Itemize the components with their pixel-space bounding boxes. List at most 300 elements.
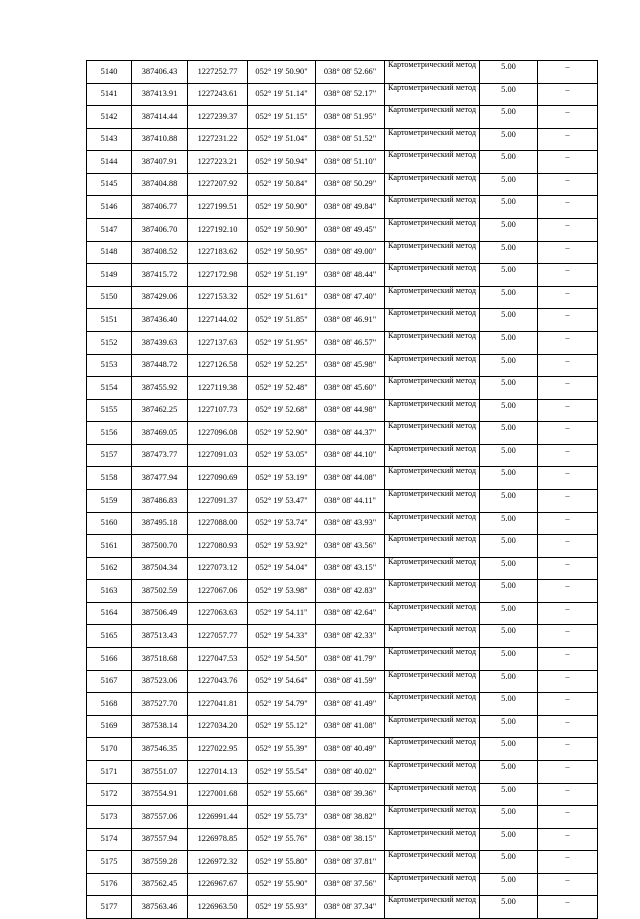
latitude-cell: 052° 19' 54.64"	[248, 670, 316, 693]
note-cell: –	[538, 151, 598, 174]
accuracy-cell: 5.00	[480, 241, 538, 264]
y-coordinate-cell: 1227239.37	[188, 106, 248, 129]
determination-method-cell: Картометрический метод	[385, 399, 480, 422]
determination-method-cell: Картометрический метод	[385, 264, 480, 287]
table-row	[87, 196, 598, 219]
y-coordinate-cell: 1227153.32	[188, 286, 248, 309]
y-coordinate-cell: 1227096.08	[188, 422, 248, 445]
y-coordinate-cell: 1226978.85	[188, 828, 248, 851]
table-row	[87, 760, 598, 783]
longitude-cell: 038° 08' 50.29"	[316, 173, 385, 196]
x-coordinate-cell: 387404.88	[132, 173, 188, 196]
note-cell: –	[538, 783, 598, 806]
coordinates-table	[86, 60, 598, 919]
y-coordinate-cell: 1227014.13	[188, 760, 248, 783]
point-number-cell: 5140	[87, 61, 132, 84]
x-coordinate-cell: 387546.35	[132, 738, 188, 761]
note-cell: –	[538, 670, 598, 693]
x-coordinate-cell: 387406.43	[132, 61, 188, 84]
table-row	[87, 693, 598, 716]
accuracy-cell: 5.00	[480, 128, 538, 151]
note-cell: –	[538, 738, 598, 761]
accuracy-cell: 5.00	[480, 399, 538, 422]
point-number-cell: 5176	[87, 873, 132, 896]
point-number-cell: 5151	[87, 309, 132, 332]
determination-method-cell: Картометрический метод	[385, 580, 480, 603]
longitude-cell: 038° 08' 38.82"	[316, 806, 385, 829]
longitude-cell: 038° 08' 43.93"	[316, 512, 385, 535]
latitude-cell: 052° 19' 55.54"	[248, 760, 316, 783]
table-row	[87, 783, 598, 806]
determination-method-cell: Картометрический метод	[385, 828, 480, 851]
x-coordinate-cell: 387554.91	[132, 783, 188, 806]
latitude-cell: 052° 19' 53.47"	[248, 489, 316, 512]
point-number-cell: 5159	[87, 489, 132, 512]
table-row	[87, 422, 598, 445]
accuracy-cell: 5.00	[480, 444, 538, 467]
note-cell: –	[538, 173, 598, 196]
y-coordinate-cell: 1227223.21	[188, 151, 248, 174]
point-number-cell: 5144	[87, 151, 132, 174]
accuracy-cell: 5.00	[480, 173, 538, 196]
latitude-cell: 052° 19' 53.19"	[248, 467, 316, 490]
y-coordinate-cell: 1227043.76	[188, 670, 248, 693]
accuracy-cell: 5.00	[480, 851, 538, 874]
x-coordinate-cell: 387518.68	[132, 648, 188, 671]
y-coordinate-cell: 1227063.63	[188, 602, 248, 625]
x-coordinate-cell: 387408.52	[132, 241, 188, 264]
y-coordinate-cell: 1227144.02	[188, 309, 248, 332]
x-coordinate-cell: 387462.25	[132, 399, 188, 422]
table-row	[87, 354, 598, 377]
table-row	[87, 512, 598, 535]
y-coordinate-cell: 1227119.38	[188, 377, 248, 400]
note-cell: –	[538, 806, 598, 829]
latitude-cell: 052° 19' 52.68"	[248, 399, 316, 422]
note-cell: –	[538, 377, 598, 400]
accuracy-cell: 5.00	[480, 331, 538, 354]
determination-method-cell: Картометрический метод	[385, 354, 480, 377]
point-number-cell: 5175	[87, 851, 132, 874]
table-row	[87, 670, 598, 693]
point-number-cell: 5171	[87, 760, 132, 783]
accuracy-cell: 5.00	[480, 602, 538, 625]
latitude-cell: 052° 19' 50.94"	[248, 151, 316, 174]
x-coordinate-cell: 387429.06	[132, 286, 188, 309]
accuracy-cell: 5.00	[480, 196, 538, 219]
note-cell: –	[538, 83, 598, 106]
note-cell: –	[538, 896, 598, 919]
latitude-cell: 052° 19' 50.95"	[248, 241, 316, 264]
table-row	[87, 151, 598, 174]
table-row	[87, 625, 598, 648]
note-cell: –	[538, 828, 598, 851]
longitude-cell: 038° 08' 44.11"	[316, 489, 385, 512]
y-coordinate-cell: 1227080.93	[188, 535, 248, 558]
point-number-cell: 5146	[87, 196, 132, 219]
latitude-cell: 052° 19' 51.15"	[248, 106, 316, 129]
point-number-cell: 5168	[87, 693, 132, 716]
latitude-cell: 052° 19' 55.80"	[248, 851, 316, 874]
accuracy-cell: 5.00	[480, 489, 538, 512]
x-coordinate-cell: 387495.18	[132, 512, 188, 535]
longitude-cell: 038° 08' 44.37"	[316, 422, 385, 445]
latitude-cell: 052° 19' 55.90"	[248, 873, 316, 896]
latitude-cell: 052° 19' 52.48"	[248, 377, 316, 400]
table-row	[87, 715, 598, 738]
point-number-cell: 5143	[87, 128, 132, 151]
longitude-cell: 038° 08' 37.56"	[316, 873, 385, 896]
accuracy-cell: 5.00	[480, 715, 538, 738]
longitude-cell: 038° 08' 49.84"	[316, 196, 385, 219]
determination-method-cell: Картометрический метод	[385, 693, 480, 716]
determination-method-cell: Картометрический метод	[385, 309, 480, 332]
note-cell: –	[538, 602, 598, 625]
accuracy-cell: 5.00	[480, 873, 538, 896]
latitude-cell: 052° 19' 51.04"	[248, 128, 316, 151]
note-cell: –	[538, 715, 598, 738]
x-coordinate-cell: 387506.49	[132, 602, 188, 625]
y-coordinate-cell: 1227057.77	[188, 625, 248, 648]
y-coordinate-cell: 1227172.98	[188, 264, 248, 287]
latitude-cell: 052° 19' 55.39"	[248, 738, 316, 761]
y-coordinate-cell: 1227231.22	[188, 128, 248, 151]
longitude-cell: 038° 08' 42.33"	[316, 625, 385, 648]
y-coordinate-cell: 1227252.77	[188, 61, 248, 84]
accuracy-cell: 5.00	[480, 760, 538, 783]
note-cell: –	[538, 106, 598, 129]
determination-method-cell: Картометрический метод	[385, 196, 480, 219]
y-coordinate-cell: 1226991.44	[188, 806, 248, 829]
y-coordinate-cell: 1227199.51	[188, 196, 248, 219]
longitude-cell: 038° 08' 39.36"	[316, 783, 385, 806]
accuracy-cell: 5.00	[480, 512, 538, 535]
y-coordinate-cell: 1227034.20	[188, 715, 248, 738]
determination-method-cell: Картометрический метод	[385, 806, 480, 829]
table-row	[87, 489, 598, 512]
latitude-cell: 052° 19' 52.90"	[248, 422, 316, 445]
y-coordinate-cell: 1227041.81	[188, 693, 248, 716]
latitude-cell: 052° 19' 53.74"	[248, 512, 316, 535]
determination-method-cell: Картометрический метод	[385, 467, 480, 490]
determination-method-cell: Картометрический метод	[385, 851, 480, 874]
point-number-cell: 5158	[87, 467, 132, 490]
point-number-cell: 5152	[87, 331, 132, 354]
y-coordinate-cell: 1226967.67	[188, 873, 248, 896]
point-number-cell: 5147	[87, 219, 132, 242]
x-coordinate-cell: 387439.63	[132, 331, 188, 354]
longitude-cell: 038° 08' 40.49"	[316, 738, 385, 761]
point-number-cell: 5150	[87, 286, 132, 309]
note-cell: –	[538, 625, 598, 648]
point-number-cell: 5148	[87, 241, 132, 264]
latitude-cell: 052° 19' 54.11"	[248, 602, 316, 625]
table-row	[87, 128, 598, 151]
point-number-cell: 5160	[87, 512, 132, 535]
table-row	[87, 806, 598, 829]
latitude-cell: 052° 19' 51.85"	[248, 309, 316, 332]
point-number-cell: 5174	[87, 828, 132, 851]
note-cell: –	[538, 61, 598, 84]
point-number-cell: 5164	[87, 602, 132, 625]
longitude-cell: 038° 08' 46.57"	[316, 331, 385, 354]
determination-method-cell: Картометрический метод	[385, 896, 480, 919]
table-row	[87, 83, 598, 106]
longitude-cell: 038° 08' 49.00"	[316, 241, 385, 264]
accuracy-cell: 5.00	[480, 422, 538, 445]
longitude-cell: 038° 08' 51.95"	[316, 106, 385, 129]
y-coordinate-cell: 1226963.50	[188, 896, 248, 919]
determination-method-cell: Картометрический метод	[385, 602, 480, 625]
x-coordinate-cell: 387406.70	[132, 219, 188, 242]
table-row	[87, 896, 598, 919]
x-coordinate-cell: 387502.59	[132, 580, 188, 603]
note-cell: –	[538, 693, 598, 716]
point-number-cell: 5161	[87, 535, 132, 558]
point-number-cell: 5162	[87, 557, 132, 580]
determination-method-cell: Картометрический метод	[385, 106, 480, 129]
accuracy-cell: 5.00	[480, 557, 538, 580]
latitude-cell: 052° 19' 51.95"	[248, 331, 316, 354]
table-row	[87, 851, 598, 874]
table-body	[87, 61, 598, 919]
y-coordinate-cell: 1227073.12	[188, 557, 248, 580]
note-cell: –	[538, 535, 598, 558]
accuracy-cell: 5.00	[480, 309, 538, 332]
longitude-cell: 038° 08' 41.79"	[316, 648, 385, 671]
latitude-cell: 052° 19' 51.19"	[248, 264, 316, 287]
y-coordinate-cell: 1227183.62	[188, 241, 248, 264]
table-row	[87, 557, 598, 580]
determination-method-cell: Картометрический метод	[385, 173, 480, 196]
determination-method-cell: Картометрический метод	[385, 422, 480, 445]
table-row	[87, 173, 598, 196]
table-row	[87, 602, 598, 625]
longitude-cell: 038° 08' 42.83"	[316, 580, 385, 603]
determination-method-cell: Картометрический метод	[385, 738, 480, 761]
x-coordinate-cell: 387473.77	[132, 444, 188, 467]
accuracy-cell: 5.00	[480, 61, 538, 84]
x-coordinate-cell: 387455.92	[132, 377, 188, 400]
x-coordinate-cell: 387406.77	[132, 196, 188, 219]
point-number-cell: 5157	[87, 444, 132, 467]
latitude-cell: 052° 19' 55.12"	[248, 715, 316, 738]
longitude-cell: 038° 08' 44.08"	[316, 467, 385, 490]
y-coordinate-cell: 1227047.53	[188, 648, 248, 671]
accuracy-cell: 5.00	[480, 670, 538, 693]
accuracy-cell: 5.00	[480, 106, 538, 129]
y-coordinate-cell: 1227067.06	[188, 580, 248, 603]
point-number-cell: 5142	[87, 106, 132, 129]
note-cell: –	[538, 264, 598, 287]
determination-method-cell: Картометрический метод	[385, 535, 480, 558]
determination-method-cell: Картометрический метод	[385, 151, 480, 174]
note-cell: –	[538, 760, 598, 783]
latitude-cell: 052° 19' 53.05"	[248, 444, 316, 467]
note-cell: –	[538, 851, 598, 874]
determination-method-cell: Картометрический метод	[385, 286, 480, 309]
point-number-cell: 5173	[87, 806, 132, 829]
latitude-cell: 052° 19' 53.92"	[248, 535, 316, 558]
y-coordinate-cell: 1227207.92	[188, 173, 248, 196]
y-coordinate-cell: 1227126.58	[188, 354, 248, 377]
note-cell: –	[538, 219, 598, 242]
accuracy-cell: 5.00	[480, 580, 538, 603]
latitude-cell: 052° 19' 55.76"	[248, 828, 316, 851]
longitude-cell: 038° 08' 43.56"	[316, 535, 385, 558]
determination-method-cell: Картометрический метод	[385, 489, 480, 512]
accuracy-cell: 5.00	[480, 354, 538, 377]
x-coordinate-cell: 387436.40	[132, 309, 188, 332]
y-coordinate-cell: 1227107.73	[188, 399, 248, 422]
note-cell: –	[538, 512, 598, 535]
y-coordinate-cell: 1227192.10	[188, 219, 248, 242]
latitude-cell: 052° 19' 50.90"	[248, 219, 316, 242]
point-number-cell: 5169	[87, 715, 132, 738]
longitude-cell: 038° 08' 38.15"	[316, 828, 385, 851]
longitude-cell: 038° 08' 45.60"	[316, 377, 385, 400]
accuracy-cell: 5.00	[480, 83, 538, 106]
longitude-cell: 038° 08' 49.45"	[316, 219, 385, 242]
x-coordinate-cell: 387559.28	[132, 851, 188, 874]
x-coordinate-cell: 387523.06	[132, 670, 188, 693]
determination-method-cell: Картометрический метод	[385, 83, 480, 106]
table-row	[87, 286, 598, 309]
latitude-cell: 052° 19' 51.14"	[248, 83, 316, 106]
note-cell: –	[538, 422, 598, 445]
note-cell: –	[538, 444, 598, 467]
determination-method-cell: Картометрический метод	[385, 444, 480, 467]
accuracy-cell: 5.00	[480, 151, 538, 174]
accuracy-cell: 5.00	[480, 738, 538, 761]
determination-method-cell: Картометрический метод	[385, 219, 480, 242]
point-number-cell: 5149	[87, 264, 132, 287]
latitude-cell: 052° 19' 54.79"	[248, 693, 316, 716]
table-row	[87, 444, 598, 467]
table-row	[87, 106, 598, 129]
latitude-cell: 052° 19' 51.61"	[248, 286, 316, 309]
note-cell: –	[538, 309, 598, 332]
point-number-cell: 5172	[87, 783, 132, 806]
x-coordinate-cell: 387477.94	[132, 467, 188, 490]
note-cell: –	[538, 331, 598, 354]
longitude-cell: 038° 08' 37.81"	[316, 851, 385, 874]
note-cell: –	[538, 286, 598, 309]
point-number-cell: 5167	[87, 670, 132, 693]
table-row	[87, 219, 598, 242]
point-number-cell: 5155	[87, 399, 132, 422]
longitude-cell: 038° 08' 47.40"	[316, 286, 385, 309]
longitude-cell: 038° 08' 41.59"	[316, 670, 385, 693]
note-cell: –	[538, 467, 598, 490]
point-number-cell: 5154	[87, 377, 132, 400]
table-row	[87, 241, 598, 264]
x-coordinate-cell: 387413.91	[132, 83, 188, 106]
determination-method-cell: Картометрический метод	[385, 760, 480, 783]
note-cell: –	[538, 648, 598, 671]
determination-method-cell: Картометрический метод	[385, 648, 480, 671]
determination-method-cell: Картометрический метод	[385, 512, 480, 535]
determination-method-cell: Картометрический метод	[385, 331, 480, 354]
accuracy-cell: 5.00	[480, 806, 538, 829]
longitude-cell: 038° 08' 42.64"	[316, 602, 385, 625]
x-coordinate-cell: 387562.45	[132, 873, 188, 896]
latitude-cell: 052° 19' 54.50"	[248, 648, 316, 671]
x-coordinate-cell: 387527.70	[132, 693, 188, 716]
note-cell: –	[538, 489, 598, 512]
y-coordinate-cell: 1227091.37	[188, 489, 248, 512]
table-row	[87, 467, 598, 490]
x-coordinate-cell: 387513.43	[132, 625, 188, 648]
accuracy-cell: 5.00	[480, 648, 538, 671]
table-row	[87, 580, 598, 603]
table-row	[87, 873, 598, 896]
x-coordinate-cell: 387538.14	[132, 715, 188, 738]
longitude-cell: 038° 08' 46.91"	[316, 309, 385, 332]
x-coordinate-cell: 387414.44	[132, 106, 188, 129]
latitude-cell: 052° 19' 54.04"	[248, 557, 316, 580]
determination-method-cell: Картометрический метод	[385, 377, 480, 400]
determination-method-cell: Картометрический метод	[385, 241, 480, 264]
longitude-cell: 038° 08' 48.44"	[316, 264, 385, 287]
note-cell: –	[538, 241, 598, 264]
latitude-cell: 052° 19' 50.90"	[248, 196, 316, 219]
note-cell: –	[538, 196, 598, 219]
x-coordinate-cell: 387563.46	[132, 896, 188, 919]
accuracy-cell: 5.00	[480, 896, 538, 919]
y-coordinate-cell: 1227243.61	[188, 83, 248, 106]
table-row	[87, 399, 598, 422]
y-coordinate-cell: 1227137.63	[188, 331, 248, 354]
note-cell: –	[538, 399, 598, 422]
y-coordinate-cell: 1226972.32	[188, 851, 248, 874]
accuracy-cell: 5.00	[480, 219, 538, 242]
y-coordinate-cell: 1227022.95	[188, 738, 248, 761]
x-coordinate-cell: 387448.72	[132, 354, 188, 377]
note-cell: –	[538, 128, 598, 151]
accuracy-cell: 5.00	[480, 535, 538, 558]
x-coordinate-cell: 387500.70	[132, 535, 188, 558]
longitude-cell: 038° 08' 41.49"	[316, 693, 385, 716]
point-number-cell: 5165	[87, 625, 132, 648]
x-coordinate-cell: 387407.91	[132, 151, 188, 174]
note-cell: –	[538, 354, 598, 377]
note-cell: –	[538, 557, 598, 580]
longitude-cell: 038° 08' 40.02"	[316, 760, 385, 783]
accuracy-cell: 5.00	[480, 828, 538, 851]
longitude-cell: 038° 08' 51.10"	[316, 151, 385, 174]
determination-method-cell: Картометрический метод	[385, 625, 480, 648]
x-coordinate-cell: 387469.05	[132, 422, 188, 445]
longitude-cell: 038° 08' 45.98"	[316, 354, 385, 377]
point-number-cell: 5170	[87, 738, 132, 761]
longitude-cell: 038° 08' 52.17"	[316, 83, 385, 106]
longitude-cell: 038° 08' 43.15"	[316, 557, 385, 580]
latitude-cell: 052° 19' 55.93"	[248, 896, 316, 919]
determination-method-cell: Картометрический метод	[385, 873, 480, 896]
point-number-cell: 5166	[87, 648, 132, 671]
point-number-cell: 5177	[87, 896, 132, 919]
table-row	[87, 648, 598, 671]
y-coordinate-cell: 1227091.03	[188, 444, 248, 467]
latitude-cell: 052° 19' 50.90"	[248, 61, 316, 84]
accuracy-cell: 5.00	[480, 377, 538, 400]
longitude-cell: 038° 08' 52.66"	[316, 61, 385, 84]
latitude-cell: 052° 19' 50.84"	[248, 173, 316, 196]
determination-method-cell: Картометрический метод	[385, 128, 480, 151]
x-coordinate-cell: 387415.72	[132, 264, 188, 287]
accuracy-cell: 5.00	[480, 286, 538, 309]
